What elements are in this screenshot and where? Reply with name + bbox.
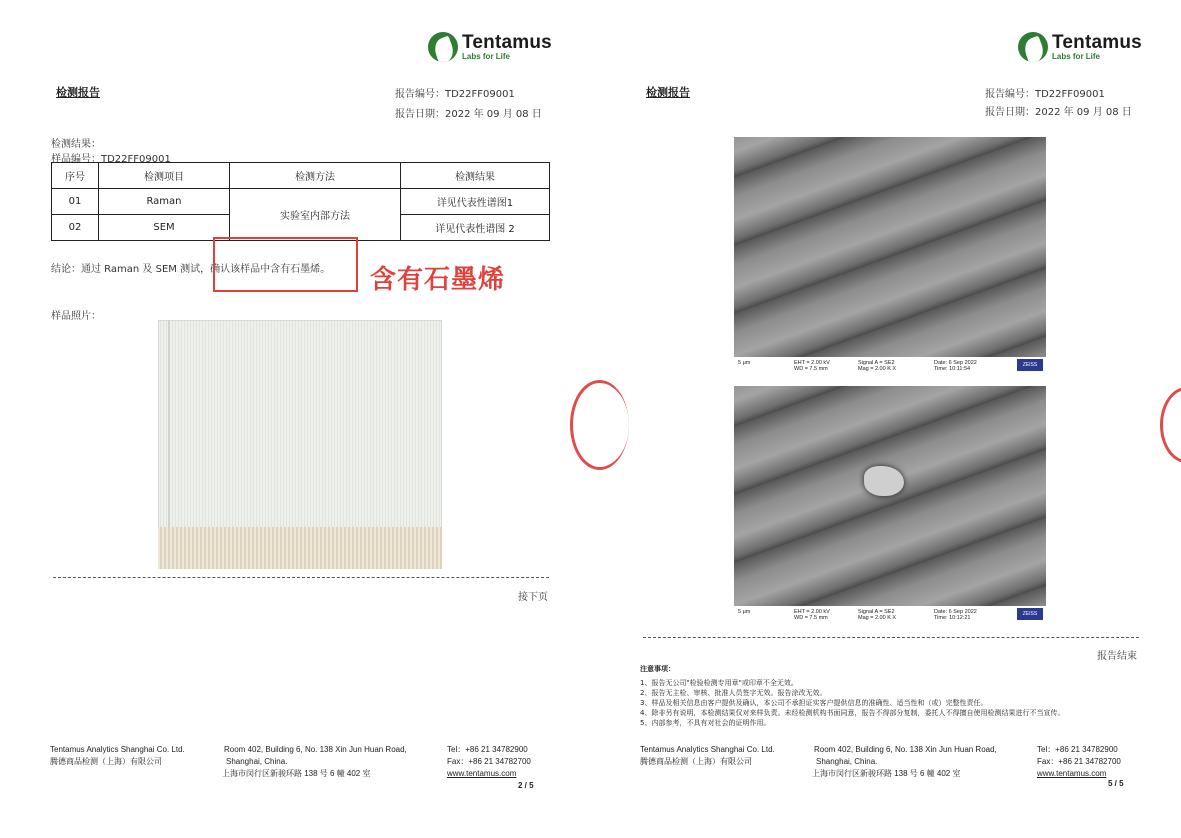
sample-photo (158, 320, 442, 569)
footer-address-en-1-right: Room 402, Building 6, No. 138 Xin Jun Huan Road, (814, 745, 997, 754)
sem-eht: EHT = 2.00 kV (794, 360, 830, 366)
table-header-row (52, 163, 550, 189)
logo-name: Tentamus (1052, 32, 1142, 53)
zeiss-logo: ZEISS (1017, 608, 1043, 620)
graphene-annotation: 含有石墨烯 (370, 265, 506, 295)
sem-scale: 5 μm (738, 609, 751, 615)
sem-scale: 5 μm (738, 360, 751, 366)
row-no: 02 (52, 215, 99, 241)
row-item: SEM (99, 215, 230, 241)
row-item: Raman (99, 189, 230, 215)
header-no: 序号 (52, 163, 99, 189)
report-title-right: 检测报告 (646, 86, 690, 99)
footer-address-cn: 上海市闵行区新骏环路 138 号 6 幢 402 室 (222, 769, 371, 778)
tentamus-logo (428, 32, 552, 62)
page-number-right: 5 / 5 (1108, 779, 1124, 788)
row-result: 详见代表性谱图 2 (401, 215, 550, 241)
leaf-icon (1018, 32, 1048, 62)
footer-web-link-right[interactable]: www.tentamus.com (1037, 769, 1107, 778)
report-date-right: 报告日期：2022 年 09 月 08 日 (985, 107, 1132, 118)
sem-signal: Signal A = SE2 (858, 609, 895, 615)
continue-label: 接下页 (518, 592, 548, 603)
table-row (52, 189, 550, 215)
row-result: 详见代表性谱图1 (401, 189, 550, 215)
page-number-left: 2 / 5 (518, 781, 534, 790)
logo-name: Tentamus (462, 32, 552, 53)
footer-company-en-right: Tentamus Analytics Shanghai Co. Ltd. (640, 745, 775, 754)
note-item: 4、除非另有说明，本检测结果仅对来样负责。未经检测机构书面同意，报告不得部分复制，委托人不得擅自使用检测结果进行不当宣传。 (640, 709, 1065, 717)
sem-signal: Signal A = SE2 (858, 360, 895, 366)
footer-address-en-1: Room 402, Building 6, No. 138 Xin Jun Huan Road, (224, 745, 407, 754)
footer-tel-right: Tel：+86 21 34782900 (1037, 745, 1118, 754)
footer-address-cn-right: 上海市闵行区新骏环路 138 号 6 幢 402 室 (812, 769, 961, 778)
sem-time: Time: 10:11:54 (934, 366, 971, 372)
sem-image-2 (734, 386, 1046, 622)
sem-info-bar (734, 357, 1046, 373)
stamp-left (570, 380, 629, 470)
footer-company-cn: 腾德商品检测（上海）有限公司 (50, 757, 162, 766)
note-item: 5、内部参考，不具有对社会的证明作用。 (640, 719, 771, 727)
sem-mag: Mag = 2.00 K X (858, 615, 897, 621)
report-date: 报告日期：2022 年 09 月 08 日 (395, 109, 542, 120)
highlight-box (213, 237, 358, 292)
end-label: 报告结束 (1097, 651, 1137, 662)
photo-label: 样品照片： (51, 311, 101, 322)
sem-wd: WD = 7.5 mm (794, 615, 828, 621)
footer-fax-right: Fax：+86 21 34782700 (1037, 757, 1121, 766)
header-result: 检测结果 (401, 163, 550, 189)
stamp-right (1160, 387, 1181, 463)
sem-image-1 (734, 137, 1046, 373)
sem-wd: WD = 7.5 mm (794, 366, 828, 372)
logo-tagline: Labs for Life (1052, 52, 1101, 61)
report-number: 报告编号：TD22FF09001 (395, 89, 515, 100)
report-number-right: 报告编号：TD22FF09001 (985, 89, 1105, 100)
sem-date: Date: 6 Sep 2022 (934, 609, 977, 615)
footer-tel: Tel：+86 21 34782900 (447, 745, 528, 754)
header-item: 检测项目 (99, 163, 230, 189)
footer-address-en-2: Shanghai, China. (226, 757, 288, 766)
leaf-icon (428, 32, 458, 62)
notes-title: 注意事项： (640, 665, 675, 673)
footer-address-en-2-right: Shanghai, China. (816, 757, 878, 766)
header-method: 检测方法 (230, 163, 401, 189)
note-item: 1、报告无公司"检验检测专用章"或印章不全无效。 (640, 679, 798, 687)
divider-left (53, 577, 549, 578)
tentamus-logo-right (1018, 32, 1142, 62)
footer-web-link[interactable]: www.tentamus.com (447, 769, 517, 778)
footer-company-en: Tentamus Analytics Shanghai Co. Ltd. (50, 745, 185, 754)
sem-mag: Mag = 2.00 K X (858, 366, 897, 372)
row-no: 01 (52, 189, 99, 215)
divider-right (643, 637, 1139, 638)
sample-number: 样品编号：TD22FF09001 (51, 154, 171, 165)
sem-info-bar (734, 606, 1046, 622)
zeiss-logo: ZEISS (1017, 359, 1043, 371)
results-table (51, 162, 550, 241)
row-method: 实验室内部方法 (230, 189, 401, 241)
footer-company-cn-right: 腾德商品检测（上海）有限公司 (640, 757, 752, 766)
note-item: 2、报告无主检、审核、批准人员签字无效。报告涂改无效。 (640, 689, 827, 697)
results-heading: 检测结果： (51, 139, 101, 150)
note-item: 3、样品及相关信息由客户提供及确认，本公司不承担证实客户提供信息的准确性、适当性和（或）完整性责任。 (640, 699, 988, 707)
report-title: 检测报告 (56, 86, 100, 99)
conclusion-text: 结论：通过 Raman 及 SEM 测试，确认该样品中含有石墨烯。 (51, 264, 331, 275)
sem-time: Time: 10:12:21 (934, 615, 971, 621)
sem-eht: EHT = 2.00 kV (794, 609, 830, 615)
logo-tagline: Labs for Life (462, 52, 511, 61)
sem-date: Date: 6 Sep 2022 (934, 360, 977, 366)
footer-fax: Fax：+86 21 34782700 (447, 757, 531, 766)
